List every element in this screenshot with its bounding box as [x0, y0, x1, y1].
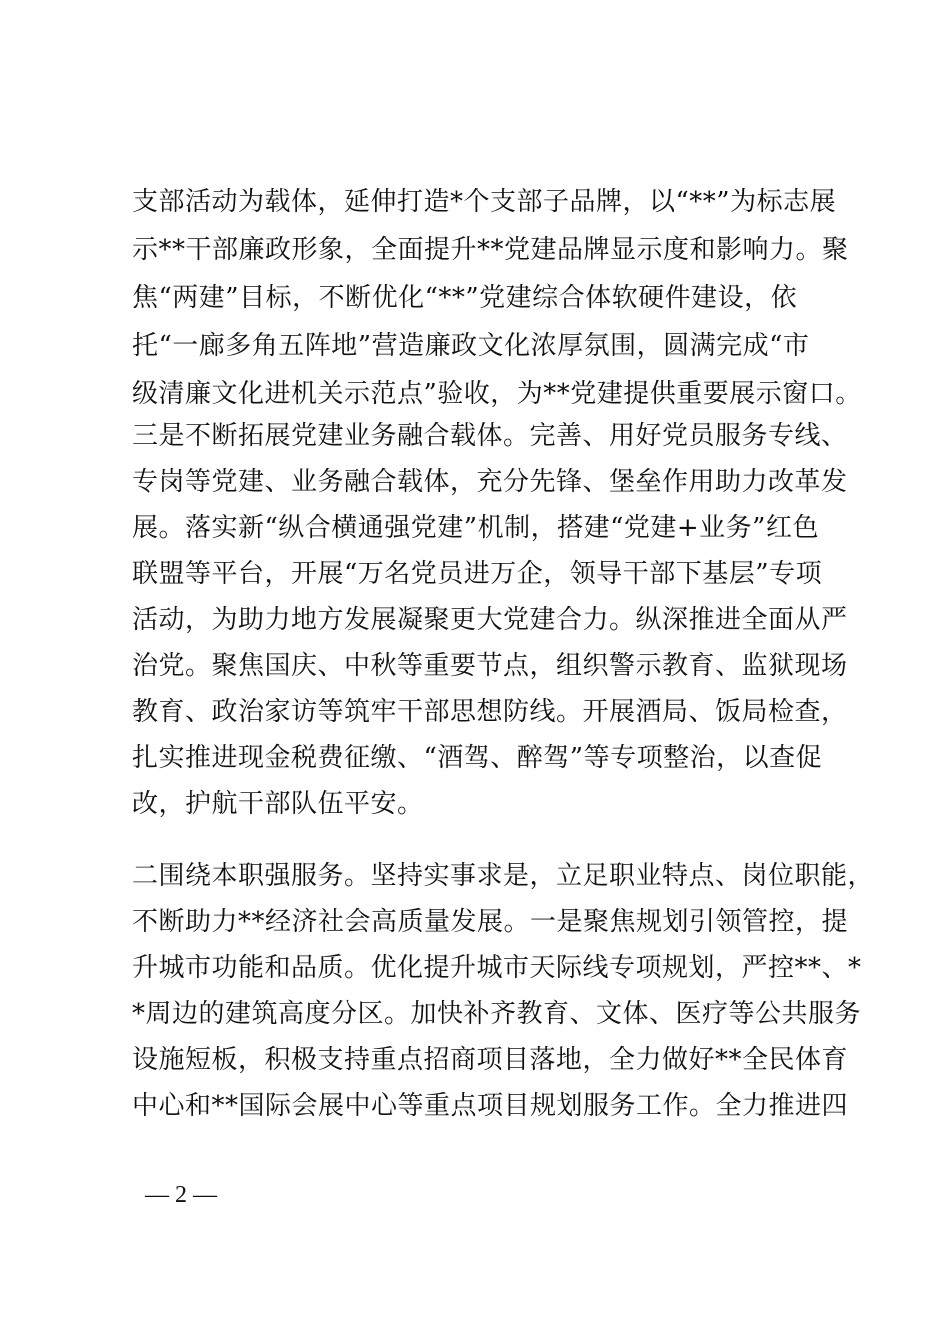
paragraph-1-line-1: 支部活动为载体，延伸打造*个支部子品牌，以“**”为标志展: [132, 187, 837, 217]
paragraph-1-line-14: 改，护航干部队伍平安。: [132, 789, 424, 819]
paragraph-1-line-8: 展。落实新“纵合横通强党建”机制，搭建“党建+业务”红色: [132, 513, 819, 543]
paragraph-2-line-6: 中心和**国际会展中心等重点项目规划服务工作。全力推进四: [132, 1091, 849, 1121]
page-number: — 2 —: [145, 1182, 217, 1208]
paragraph-1-line-11: 治党。聚焦国庆、中秋等重要节点，组织警示教育、监狱现场: [132, 651, 848, 681]
paragraph-1-line-2: 示**干部廉政形象，全面提升**党建品牌显示度和影响力。聚: [132, 235, 849, 265]
paragraph-1-line-3: 焦“两建”目标，不断优化“**”党建综合体软硬件建设，依: [132, 283, 798, 313]
paragraph-1-line-4: 托“一廊多角五阵地”营造廉政文化浓厚氛围，圆满完成“市: [132, 331, 810, 361]
paragraph-2-line-5: 设施短板，积极支持重点招商项目落地，全力做好**全民体育: [132, 1045, 849, 1075]
paragraph-2-line-4: *周边的建筑高度分区。加快补齐教育、文体、医疗等公共服务: [132, 999, 862, 1029]
paragraph-1-line-10: 活动，为助力地方发展凝聚更大党建合力。纵深推进全面从严: [132, 605, 848, 635]
paragraph-1-line-13: 扎实推进现金税费征缴、“酒驾、醉驾”等专项整治，以查促: [132, 743, 823, 773]
paragraph-1-line-7: 专岗等党建、业务融合载体，充分先锋、堡垒作用助力改革发: [132, 467, 848, 497]
paragraph-2-line-1: 二围绕本职强服务。坚持实事求是，立足职业特点、岗位职能，: [132, 861, 875, 891]
paragraph-1-line-5: 级清廉文化进机关示范点”验收，为**党建提供重要展示窗口。: [132, 379, 862, 409]
paragraph-1-line-6: 三是不断拓展党建业务融合载体。完善、用好党员服务专线、: [132, 421, 848, 451]
paragraph-2-line-3: 升城市功能和品质。优化提升城市天际线专项规划，严控**、*: [132, 953, 862, 983]
paragraph-2-line-2: 不断助力**经济社会高质量发展。一是聚焦规划引领管控，提: [132, 907, 849, 937]
paragraph-1-line-9: 联盟等平台，开展“万名党员进万企，领导干部下基层”专项: [132, 559, 823, 589]
paragraph-1-line-12: 教育、政治家访等筑牢干部思想防线。开展酒局、饭局检查，: [132, 697, 848, 727]
